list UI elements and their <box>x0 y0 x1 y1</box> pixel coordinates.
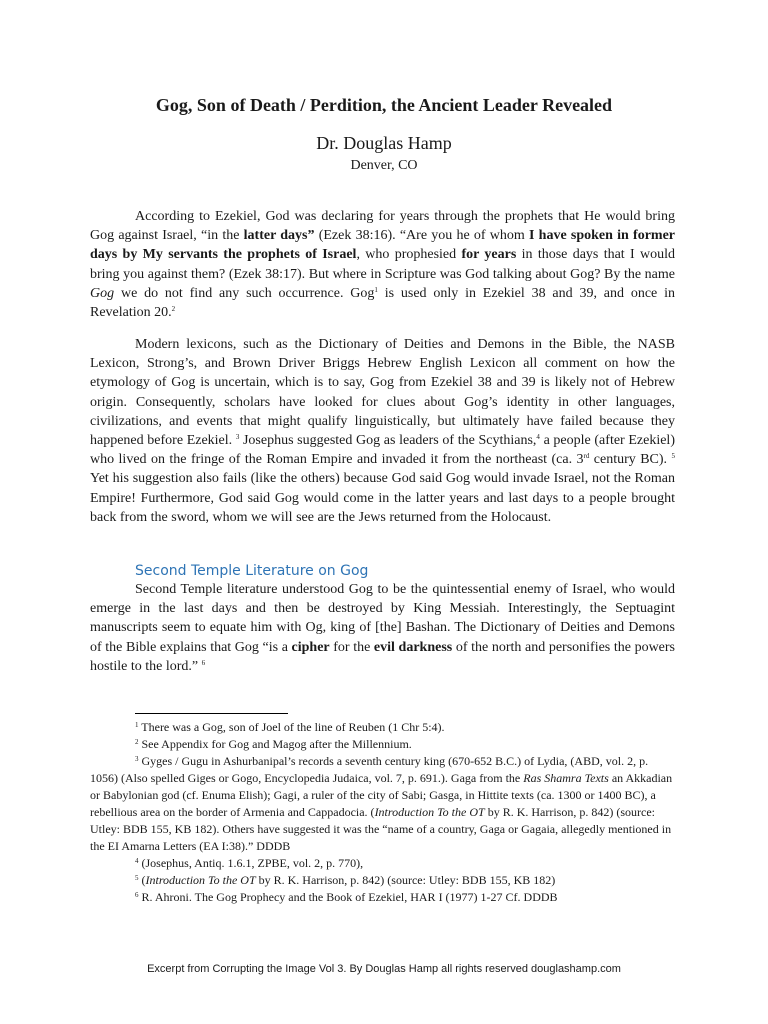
footnote-1: $^1$ There was a Gog, son of Joel of the line of Reuben (1 Chr 5:4). <box>135 720 445 734</box>
author-name: Dr. Douglas Hamp <box>316 133 452 153</box>
footnote-5: $^5$ (Introduction To the OT by R. K. Harrison, p. 842) (source: Utley: BDB 155, KB 182) <box>135 873 556 887</box>
footnote-ref-5[interactable]: 5 <box>671 452 675 461</box>
page-footer: Excerpt from Corrupting the Image Vol 3. By Douglas Hamp all rights reserved douglashamp.com <box>147 963 621 975</box>
footnote-ref-4[interactable]: 4 <box>536 433 540 442</box>
paragraph-2: Modern lexicons, such as the Dictionary of Deities and Demons in the Bible, the NASB Lexicon, Strong’s, and Brown Driver Briggs Hebrew English Lexicon all comment on how the etymology of Gog is uncertain, which is to say, Gog from Ezekiel 38 and 39 is likely not of Hebrew origin. Consequently, scholars have looked for clues about Gog’s identity in other languages, civilizations, and events that might qualify linguistically, but ultimately have failed because they happened before Ezekiel. $^3$ Josephus suggested Gog as leaders of the Scythians,$^4$ a people (after Ezekiel) who lived on the fringe of the Roman Empire and invaded it from the northeast (ca. 3rd century BC). $^5$ Yet his suggestion also fails (like the others) because God said Gog would invade Israel, not the Roman Empire! Furthermore, God said Gog would come in the latter years and last days to a people brought back from the sword, whom we will see are the Jews returned from the Holocaust. <box>90 337 675 525</box>
document-title: Gog, Son of Death / Perdition, the Ancient Leader Revealed <box>155 95 613 115</box>
footnote-ref-3[interactable]: 3 <box>235 433 240 442</box>
ordinal-suffix: rd <box>583 452 590 461</box>
footnote-3: $^3$ Gyges / Gugu in Ashurbanipal’s records a seventh century king (670-652 B.C.) of Lydia, (ABD, vol. 2, p. 1056) (Also spelled Giges or Gogo, Encyclopedia Judaica, vol. 7, p. 691.). Gaga from the Ras Shamra Texts an Akkadian or Babylonian god (cf. Enuma Elish); Gagi, a ruler of the city of Sabi; Gasga, in Hittite texts (ca. 1300 or 1400 BC), a rebellious area on the border of Armenia and Cappadocia. (Introduction To the OT by R. K. Harrison, p. 842) (source: Utley: BDB 155, KB 182). Others have suggested it was the “name of a country, Gaga or Gagaia, allegedly mentioned in the EI Amarna Letters (EA I:38).” DDDB <box>90 754 673 853</box>
footnote-ref-1[interactable]: 1 <box>374 285 378 294</box>
footnotes-list <box>90 719 675 906</box>
footnote-6: $^6$ R. Ahroni. The Gog Prophecy and the Book of Ezekiel, HAR I (1977) 1-27 Cf. DDDB <box>135 890 558 904</box>
author-location: Denver, CO <box>350 158 418 173</box>
paragraph-1: According to Ezekiel, God was declaring for years through the prophets that He would bring Gog against Israel, “in the latter days” (Ezek 38:16). “Are you he of whom I have spoken in former days by My servants the prophets of Israel, who prophesied for years in those days that I would bring you against them? (Ezek 38:17). But where in Scripture was God talking about Gog? By the name Gog we do not find any such occurrence. Gog$^1$ is used only in Ezekiel 38 and 39, and once in Revelation 20.$^2$ <box>90 209 675 321</box>
footnote-separator <box>135 713 288 714</box>
footnote-ref-2[interactable]: 2 <box>171 305 176 314</box>
footnote-4: $^4$ (Josephus, Antiq. 1.6.1, ZPBE, vol. 2, p. 770), <box>135 856 364 870</box>
section-heading: Second Temple Literature on Gog <box>135 563 369 579</box>
footnote-ref-6[interactable]: 6 <box>201 658 206 667</box>
footnote-2: $^2$ See Appendix for Gog and Magog after the Millennium. <box>135 737 412 751</box>
paragraph-3: Second Temple literature understood Gog to be the quintessential enemy of Israel, who would emerge in the last days and then be destroyed by King Messiah. Interestingly, the Septuagint manuscripts seem to equate him with Og, king of [the] Bashan. The Dictionary of Deities and Demons of the Bible explains that Gog “is a cipher for the evil darkness of the north and personifies the powers hostile to the lord.” $^6$ <box>90 582 676 674</box>
